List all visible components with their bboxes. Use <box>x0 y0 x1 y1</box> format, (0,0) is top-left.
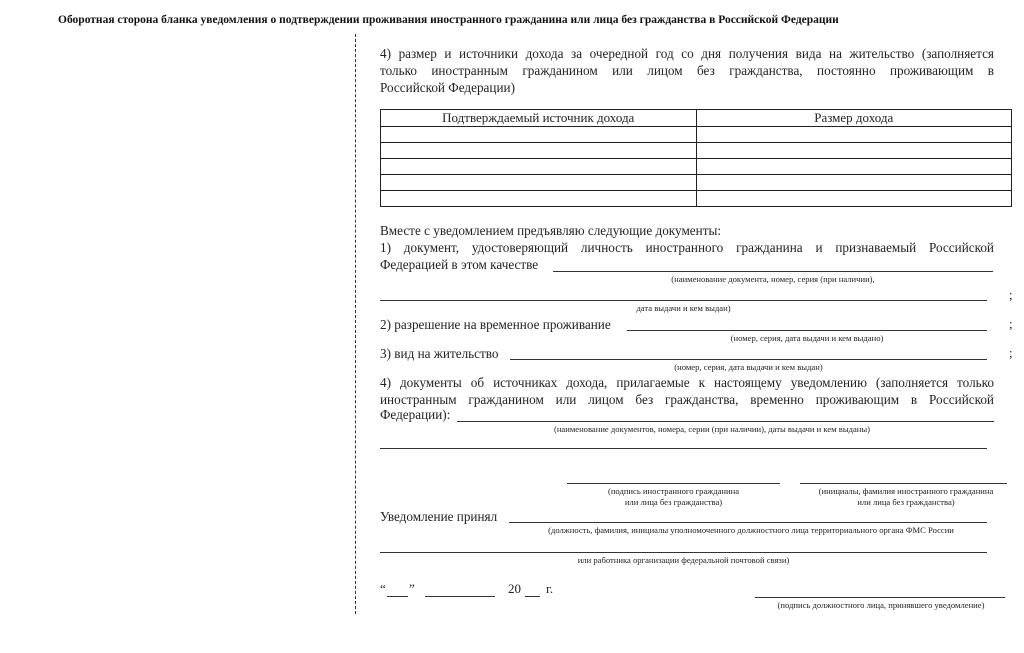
doc1-line2: Федерацией в этом качестве <box>380 257 539 272</box>
income-table <box>380 109 1012 207</box>
income-source-header: Подтверждаемый источник дохода <box>381 110 697 127</box>
documents-intro: Вместе с уведомлением предъявляю следующие документы: <box>380 223 721 238</box>
income-amount-header: Размер дохода <box>696 110 1012 127</box>
applicant-name-caption-2: или лица без гражданства) <box>857 497 955 507</box>
doc2-caption: (номер, серия, дата выдачи и кем выдано) <box>730 333 884 343</box>
doc4-field-line-2[interactable] <box>380 448 987 449</box>
doc1-line1: 1) документ, удостоверяющий личность иностранного гражданина и признаваемый Российской <box>380 240 994 255</box>
official-caption-1: (должность, фамилия, инициалы уполномоченного должностного лица территориального органа ФМС России <box>548 525 954 535</box>
income-text-line3: Российской Федерации) <box>380 80 515 95</box>
accepted-label: Уведомление принял <box>380 509 498 524</box>
cut-line <box>355 34 356 614</box>
doc3-label: 3) вид на жительство <box>380 346 499 361</box>
income-amount-cell[interactable] <box>696 191 1012 207</box>
date-year-suffix: г. <box>546 581 554 596</box>
applicant-name-line[interactable] <box>800 483 1007 484</box>
doc3-semicolon: ; <box>1009 345 1013 360</box>
date-month-line[interactable] <box>425 596 495 597</box>
official-signature-line[interactable] <box>755 597 1005 598</box>
doc3-field-line[interactable] <box>510 359 987 360</box>
income-source-cell[interactable] <box>381 191 697 207</box>
doc4-line3: Федерации): <box>380 407 451 422</box>
doc1-caption1: (наименование документа, номер, серия (при наличии), <box>671 274 875 284</box>
doc4-field-line[interactable] <box>457 421 994 422</box>
date-day-line[interactable] <box>387 596 408 597</box>
income-amount-cell[interactable] <box>696 143 1012 159</box>
income-source-cell[interactable] <box>381 159 697 175</box>
income-text-line1: 4) размер и источники дохода за очередной год со дня получения вида на жительство (заполняется <box>380 46 994 61</box>
date-close-quote: ” <box>409 581 415 596</box>
income-source-cell[interactable] <box>381 127 697 143</box>
doc4-caption: (наименование документов, номера, серии (при наличии), даты выдачи и кем выданы) <box>553 424 871 434</box>
income-amount-cell[interactable] <box>696 127 1012 143</box>
doc2-label: 2) разрешение на временное проживание <box>380 317 611 332</box>
table-row <box>381 127 1012 143</box>
income-amount-cell[interactable] <box>696 159 1012 175</box>
doc1-field-line[interactable] <box>553 271 993 272</box>
date-year-prefix: 20 <box>508 581 521 596</box>
income-amount-cell[interactable] <box>696 175 1012 191</box>
date-year-line[interactable] <box>525 596 540 597</box>
applicant-sig-caption-1: (подпись иностранного гражданина <box>607 486 740 496</box>
doc4-line2: иностранным гражданином или лицом без гражданства, временно проживающим в Российской <box>380 392 994 407</box>
doc1-caption2: дата выдачи и кем выдан) <box>636 303 731 313</box>
applicant-sig-caption-2: или лица без гражданства) <box>624 497 723 507</box>
table-row <box>381 159 1012 175</box>
form-header-title: Оборотная сторона бланка уведомления о подтверждении проживания иностранного гражданина или лица без гражданства в Российской Федерации <box>58 14 839 26</box>
doc1-field-line-2[interactable] <box>380 300 987 301</box>
applicant-name-caption-1: (инициалы, фамилия иностранного гражданина <box>818 486 994 496</box>
income-table-header-row <box>381 110 1012 127</box>
income-source-cell[interactable] <box>381 143 697 159</box>
table-row <box>381 175 1012 191</box>
date-open-quote: “ <box>380 581 386 596</box>
official-field-line-2[interactable] <box>380 552 987 553</box>
table-row <box>381 143 1012 159</box>
doc2-field-line[interactable] <box>627 330 987 331</box>
income-text-line2: только иностранным гражданином или лицом без гражданства, постоянно проживающим в <box>380 63 994 78</box>
table-row <box>381 191 1012 207</box>
income-source-cell[interactable] <box>381 175 697 191</box>
official-caption-2: или работника организации федеральной почтовой связи) <box>577 555 790 565</box>
doc2-semicolon: ; <box>1009 316 1013 331</box>
applicant-signature-line[interactable] <box>567 483 780 484</box>
official-field-line[interactable] <box>509 522 987 523</box>
doc1-semicolon: ; <box>1009 287 1013 302</box>
official-sig-caption: (подпись должностного лица, принявшего уведомление) <box>777 600 985 610</box>
doc3-caption: (номер, серия, дата выдачи и кем выдан) <box>674 362 823 372</box>
doc4-line1: 4) документы об источниках дохода, прилагаемые к настоящему уведомлению (заполняется только <box>380 375 994 390</box>
